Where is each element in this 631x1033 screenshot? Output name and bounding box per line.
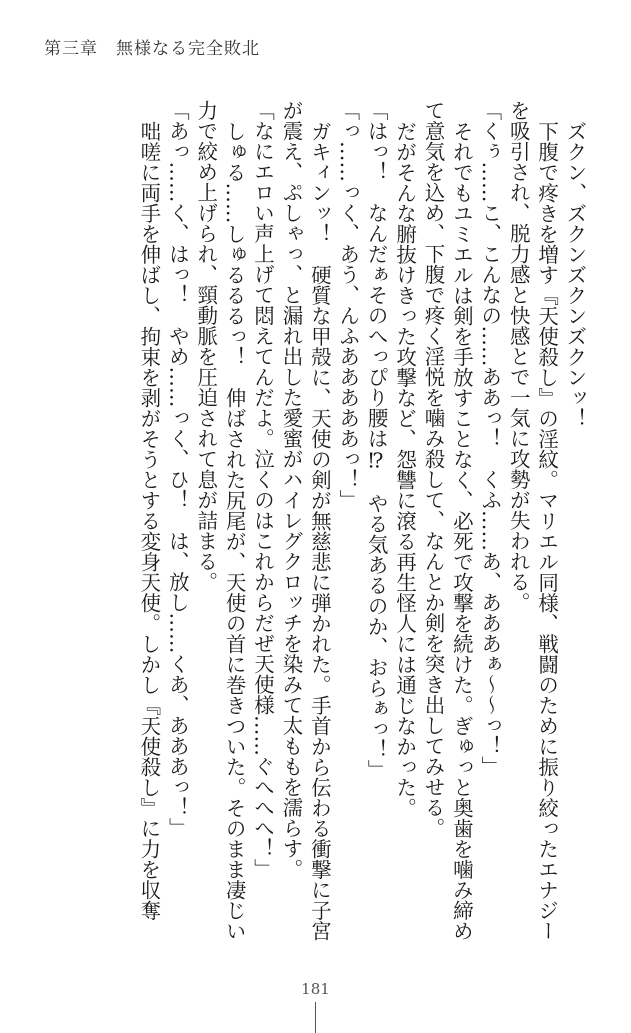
dialogue-paragraph: 「っ……っく、あう、んふあああああっ！」 [335, 100, 360, 510]
narration-paragraph: ガキィンッ！ 硬質な甲殻に、天使の剣が無慈悲に弾かれた。手首から伝わる衝撃に子宮が震え、ぷしゃっ、と漏れ出した愛蜜がハイレグクロッチを染みて太ももを濡らす。 [278, 100, 332, 941]
page-number-rule [315, 1002, 316, 1033]
dialogue-paragraph: 「あっ……く、はっ！ やめ……っく、ひ！ は、放し……くあ、あああっ！」 [165, 100, 190, 838]
narration-paragraph: 下腹で疼きを増す『天使殺し』の淫紋。マリエル同様、戦闘のために振り絞ったエナジーを吸引され、脱力感と快感とで一気に攻勢が失われる。 [506, 100, 559, 941]
narration-paragraph: しゅる……しゅるるるっ！ 伸ばされた尻尾が、天使の首に巻きついた。そのまま凄じい力で絞め上げられ、頸動脈を圧迫されて息が詰まる。 [193, 100, 247, 941]
dialogue-paragraph: 「なにエロい声上げて悶えてんだよ。泣くのはこれからだぜ天使様……ぐへへへ！」 [250, 100, 275, 879]
narration-paragraph: ズクン、ズクンズクンズクンッ！ [563, 120, 587, 428]
page-number: 181 [301, 980, 330, 998]
narration-paragraph: 咄嗟に両手を伸ばし、拘束を剥がそうとする変身天使。しかし『天使殺し』に力を収奪 [136, 120, 161, 920]
body-text [135, 100, 590, 945]
narration-paragraph: だがそんな腑抜けきった攻撃など、怨讐に滾る再生怪人には通じなかった。 [392, 120, 417, 818]
running-head: 第三章 無様なる完全敗北 [44, 39, 260, 59]
dialogue-paragraph: 「くぅ……こ、こんなの……ああっ！ くふ……あ、あああぁ〜〜っ！」 [477, 100, 502, 777]
narration-paragraph: それでもユミエルは剣を手放すことなく、必死で攻撃を続けた。ぎゅっと奥歯を噛み締めて意気を込め、下腹で疼く淫悦を噛み殺して、なんとか剣を突き出してみせる。 [420, 100, 474, 941]
dialogue-paragraph: 「はっ！ なんだぁそのへっぴり腰は⁉ やる気あるのか、おらぁっ！」 [364, 100, 389, 780]
